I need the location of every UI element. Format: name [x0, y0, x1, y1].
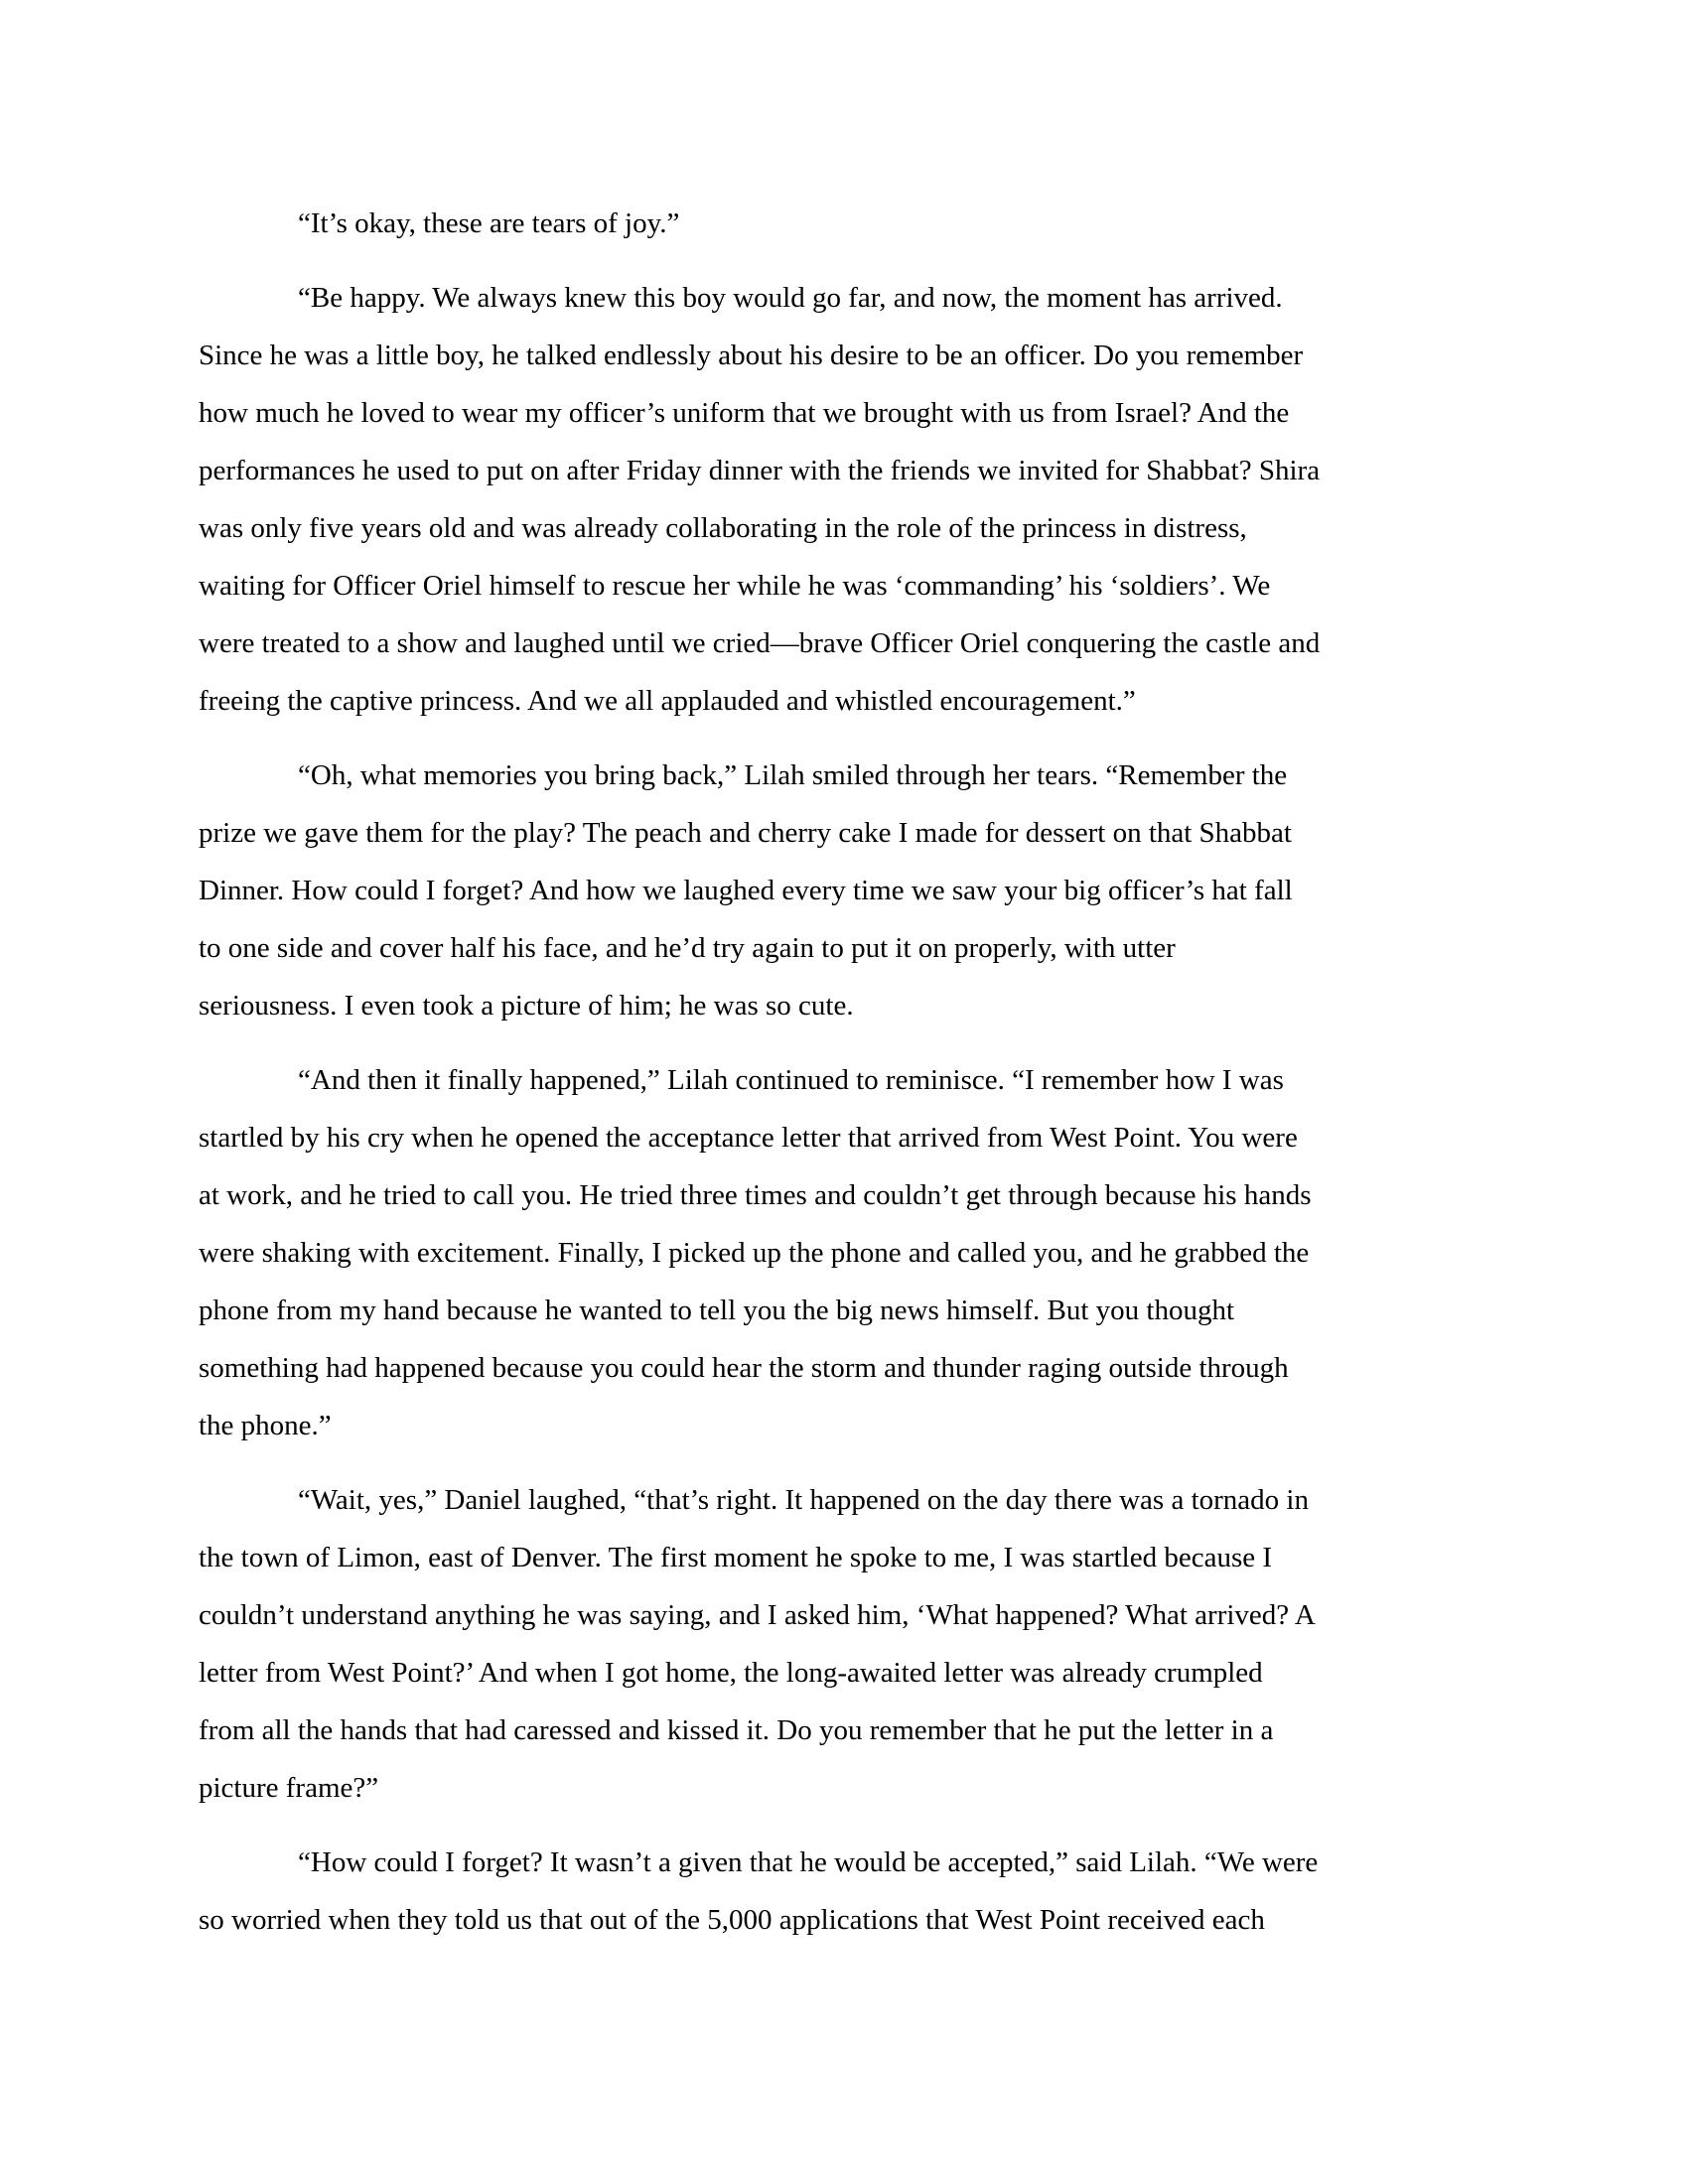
text-line: startled by his cry when he opened the acceptance letter that arrived from West Point. You were [199, 1122, 1298, 1154]
paragraph [199, 1471, 1499, 1817]
text-line: seriousness. I even took a picture of him; he was so cute. [199, 990, 854, 1022]
text-line: couldn’t understand anything he was saying, and I asked him, ‘What happened? What arrived? A [199, 1599, 1316, 1631]
text-line: prize we gave them for the play? The peach and cherry cake I made for dessert on that Shabbat [199, 817, 1292, 849]
text-line: so worried when they told us that out of the 5,000 applications that West Point received each [199, 1904, 1265, 1936]
paragraph [199, 1051, 1499, 1454]
text-line: “How could I forget? It wasn’t a given that he would be accepted,” said Lilah. “We were [298, 1846, 1319, 1878]
text-line: were shaking with excitement. Finally, I picked up the phone and called you, and he grabbed the [199, 1237, 1310, 1269]
text-line: were treated to a show and laughed until we cried—brave Officer Oriel conquering the castle and [199, 627, 1321, 659]
text-line: Since he was a little boy, he talked endlessly about his desire to be an officer. Do you remember [199, 340, 1304, 371]
text-line: phone from my hand because he wanted to tell you the big news himself. But you thought [199, 1295, 1234, 1326]
text-line: “And then it finally happened,” Lilah continued to reminisce. “I remember how I was [298, 1064, 1284, 1096]
paragraph [199, 747, 1499, 1034]
text-line: the phone.” [199, 1410, 332, 1441]
paragraph [199, 195, 1499, 252]
text-line: “Wait, yes,” Daniel laughed, “that’s right. It happened on the day there was a tornado in [298, 1484, 1309, 1516]
text-line: at work, and he tried to call you. He tried three times and couldn’t get through because his hands [199, 1179, 1312, 1211]
text-line: how much he loved to wear my officer’s uniform that we brought with us from Israel? And the [199, 397, 1290, 429]
text-line: letter from West Point?’ And when I got home, the long-awaited letter was already crumpled [199, 1657, 1263, 1689]
document-body [199, 195, 1499, 1966]
text-line: “Oh, what memories you bring back,” Lilah smiled through her tears. “Remember the [298, 759, 1288, 791]
text-line: performances he used to put on after Friday dinner with the friends we invited for Shabbat? Shira [199, 455, 1321, 486]
text-line: waiting for Officer Oriel himself to rescue her while he was ‘commanding’ his ‘soldiers’. We [199, 570, 1271, 602]
text-line: to one side and cover half his face, and he’d try again to put it on properly, with utter [199, 932, 1176, 964]
text-line: picture frame?” [199, 1772, 379, 1804]
text-line: “Be happy. We always knew this boy would go far, and now, the moment has arrived. [298, 282, 1283, 314]
text-line: the town of Limon, east of Denver. The first moment he spoke to me, I was startled because I [199, 1542, 1273, 1573]
text-line: Dinner. How could I forget? And how we laughed every time we saw your big officer’s hat fall [199, 875, 1293, 906]
text-line: was only five years old and was already collaborating in the role of the princess in distress, [199, 512, 1247, 544]
text-line: freeing the captive princess. And we all applauded and whistled encouragement.” [199, 685, 1136, 717]
text-line: something had happened because you could hear the storm and thunder raging outside through [199, 1352, 1289, 1384]
text-line: “It’s okay, these are tears of joy.” [298, 207, 680, 239]
text-line: from all the hands that had caressed and kissed it. Do you remember that he put the letter in a [199, 1714, 1274, 1746]
paragraph [199, 269, 1499, 730]
paragraph [199, 1834, 1499, 1949]
